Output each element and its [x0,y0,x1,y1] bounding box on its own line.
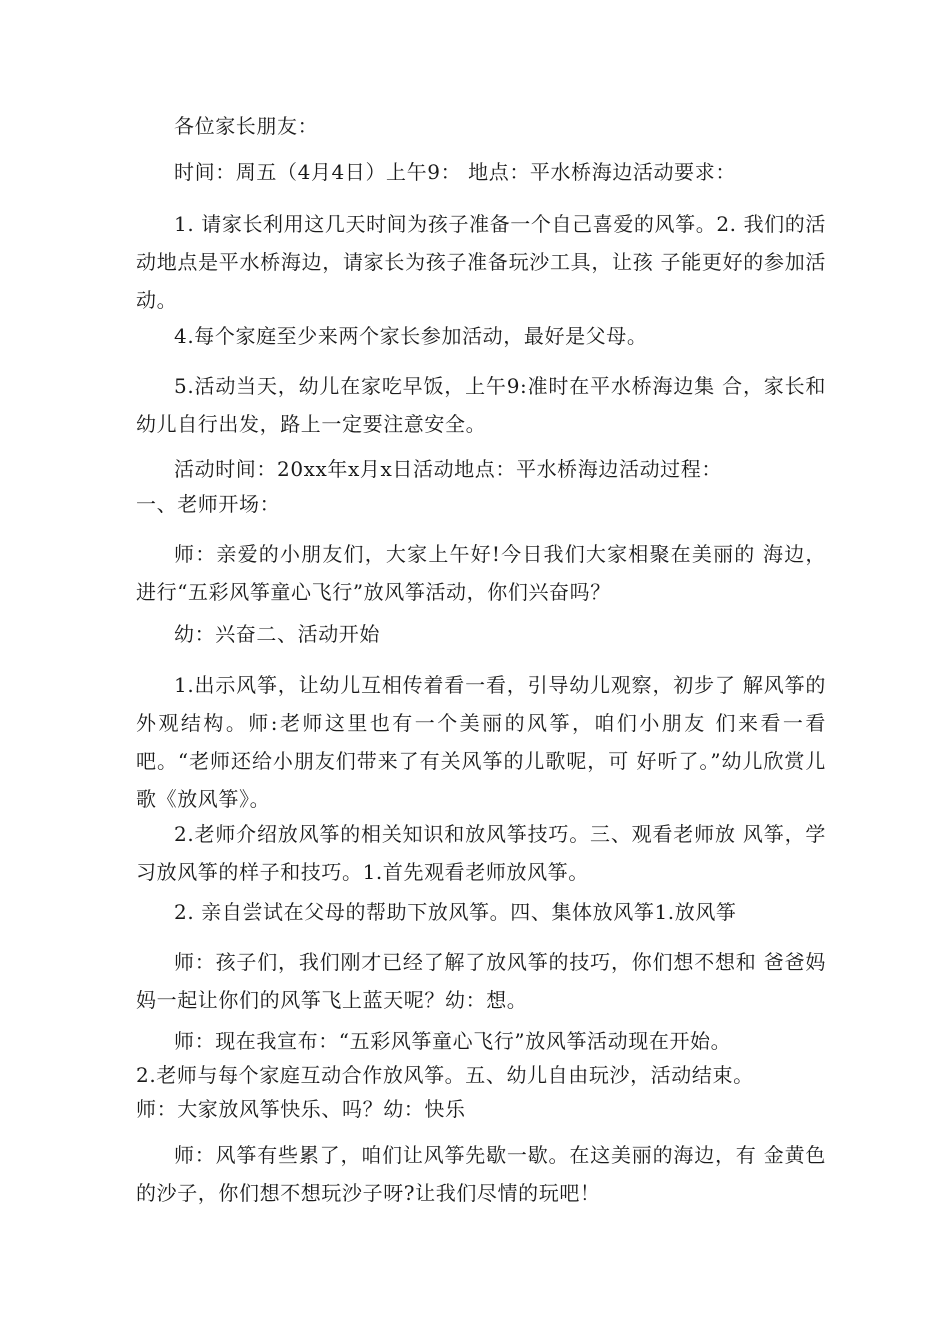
time-location-line: 时间：周五（4月4日）上午9： 地点：平水桥海边活动要求： [174,160,736,184]
requirement-1-2: 1. 请家长利用这几天时间为孩子准备一个自己喜爱的风筝。2. 我们的活动地点是平水桥海边，请家长为孩子准备玩沙工具，让孩 子能更好的参加活动。 [136,212,826,312]
step-show-kite: 1.出示风筝，让幼儿互相传着看一看，引导幼儿观察，初步了 解风筝的外观结构。师:老师这里也有一个美丽的风筝，咱们小朋友 们来看一看吧。“老师还给小朋友们带来了有关风筝的儿歌呢，可 好听了。”幼儿欣赏儿歌《放风筝》。 [136,673,826,811]
step-teacher-intro: 2.老师介绍放风筝的相关知识和放风筝技巧。三、观看老师放 风筝，学习放风筝的样子和技巧。1.首先观看老师放风筝。 [136,822,826,884]
child-reply-excited: 幼：兴奋二、活动开始 [174,622,380,646]
greeting: 各位家长朋友： [174,114,319,138]
section-heading-1: 一、老师开场： [136,492,281,516]
activity-time-line: 活动时间：20xx年x月x日活动地点：平水桥海边活动过程： [174,457,722,481]
step-family-cooperate: 2.老师与每个家庭互动合作放风筝。五、幼儿自由玩沙，活动结束。 [136,1063,754,1087]
teacher-announce: 师：现在我宣布：“五彩风筝童心飞行”放风筝活动现在开始。 [174,1029,732,1053]
teacher-question: 师：孩子们，我们刚才已经了解了放风筝的技巧，你们想不想和 爸爸妈妈一起让你们的风筝飞上蓝天呢？幼：想。 [136,950,826,1012]
requirement-5: 5.活动当天，幼儿在家吃早饭，上午9:准时在平水桥海边集 合，家长和幼儿自行出发，路上一定要注意安全。 [136,374,826,436]
step-try-with-parents: 2. 亲自尝试在父母的帮助下放风筝。四、集体放风筝1.放风筝 [174,900,737,924]
teacher-happy-question: 师：大家放风筝快乐、吗？幼：快乐 [136,1097,466,1121]
closing-sand-play: 师：风筝有些累了，咱们让风筝先歇一歇。在这美丽的海边，有 金黄色的沙子，你们想不想玩沙子呀?让我们尽情的玩吧！ [136,1143,826,1205]
requirement-4: 4.每个家庭至少来两个家长参加活动，最好是父母。 [174,324,648,348]
teacher-opening: 师：亲爱的小朋友们，大家上午好!今日我们大家相聚在美丽的 海边，进行“五彩风筝童心飞行”放风筝活动，你们兴奋吗？ [136,542,826,604]
